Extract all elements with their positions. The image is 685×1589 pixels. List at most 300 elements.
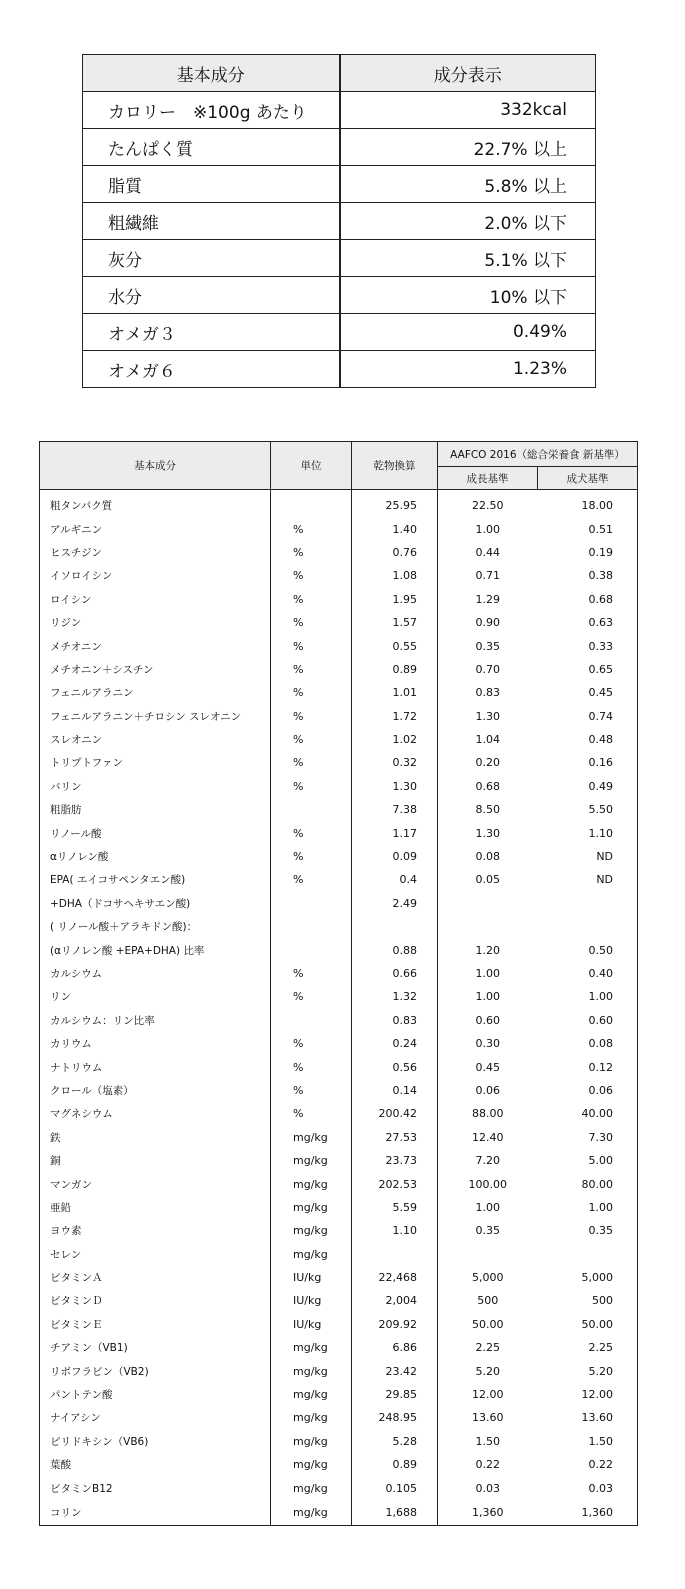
- nutrient-unit: mg/kg: [271, 1126, 352, 1149]
- nutrient-adult: 1.10: [538, 821, 638, 844]
- header-aafco: AAFCO 2016（総合栄養食 新基準）: [438, 442, 638, 467]
- nutrient-row: [40, 962, 638, 985]
- summary-value: 332kcal: [340, 92, 596, 129]
- nutrient-growth: 1.00: [438, 1196, 538, 1219]
- nutrient-row: [40, 611, 638, 634]
- nutrient-row: [40, 751, 638, 774]
- nutrient-dry-matter: 0.4: [352, 868, 438, 891]
- nutrient-dry-matter: 1.10: [352, 1219, 438, 1242]
- nutrient-adult: 0.12: [538, 1055, 638, 1078]
- nutrient-dry-matter: 1.95: [352, 588, 438, 611]
- nutrient-growth: [438, 915, 538, 938]
- nutrient-growth: 1.30: [438, 821, 538, 844]
- nutrient-unit: %: [271, 634, 352, 657]
- nutrient-growth: 12.00: [438, 1383, 538, 1406]
- summary-row: [83, 351, 596, 388]
- nutrient-dry-matter: 1.72: [352, 705, 438, 728]
- nutrient-name: 葉酸: [40, 1453, 271, 1476]
- nutrient-growth: 0.70: [438, 658, 538, 681]
- nutrient-name: メチオニン＋シスチン: [40, 658, 271, 681]
- summary-header-value: 成分表示: [340, 55, 596, 92]
- nutrient-adult: 0.74: [538, 705, 638, 728]
- nutrient-growth: 88.00: [438, 1102, 538, 1125]
- nutrient-dry-matter: 0.32: [352, 751, 438, 774]
- nutrient-unit: %: [271, 517, 352, 540]
- summary-component: 脂質: [83, 166, 340, 203]
- nutrient-dry-matter: 1.02: [352, 728, 438, 751]
- nutrient-unit: IU/kg: [271, 1266, 352, 1289]
- summary-row: [83, 129, 596, 166]
- nutrient-adult: 0.38: [538, 564, 638, 587]
- nutrient-adult: 1.00: [538, 1196, 638, 1219]
- nutrient-dry-matter: 200.42: [352, 1102, 438, 1125]
- nutrient-growth: 1.00: [438, 517, 538, 540]
- nutrient-growth: 50.00: [438, 1313, 538, 1336]
- nutrient-adult: 0.33: [538, 634, 638, 657]
- nutrient-unit: IU/kg: [271, 1289, 352, 1312]
- nutrient-unit: %: [271, 541, 352, 564]
- nutrient-unit: mg/kg: [271, 1196, 352, 1219]
- nutrient-adult: 13.60: [538, 1406, 638, 1429]
- nutrient-growth: 0.05: [438, 868, 538, 891]
- nutrient-unit: mg/kg: [271, 1243, 352, 1266]
- nutrient-unit: %: [271, 775, 352, 798]
- nutrient-row: [40, 1126, 638, 1149]
- nutrient-unit: mg/kg: [271, 1500, 352, 1526]
- summary-value: 5.8% 以上: [340, 166, 596, 203]
- nutrient-dry-matter: 7.38: [352, 798, 438, 821]
- nutrient-name: ヒスチジン: [40, 541, 271, 564]
- nutrient-dry-matter: [352, 915, 438, 938]
- nutrient-growth: 1.00: [438, 962, 538, 985]
- nutrient-dry-matter: 248.95: [352, 1406, 438, 1429]
- nutrient-growth: 0.30: [438, 1032, 538, 1055]
- nutrient-name: ナイアシン: [40, 1406, 271, 1429]
- nutrient-name: クロール（塩素）: [40, 1079, 271, 1102]
- summary-row: [83, 240, 596, 277]
- nutrient-unit: mg/kg: [271, 1336, 352, 1359]
- nutrient-growth: 500: [438, 1289, 538, 1312]
- nutrient-dry-matter: 27.53: [352, 1126, 438, 1149]
- nutrient-row: [40, 1079, 638, 1102]
- nutrient-adult: 0.63: [538, 611, 638, 634]
- nutrient-unit: %: [271, 564, 352, 587]
- nutrient-row: [40, 1243, 638, 1266]
- nutrient-name: リボフラビン（VB2): [40, 1359, 271, 1382]
- nutrient-dry-matter: 25.95: [352, 490, 438, 518]
- nutrient-row: [40, 775, 638, 798]
- nutrient-growth: 1.04: [438, 728, 538, 751]
- nutrient-unit: mg/kg: [271, 1149, 352, 1172]
- nutrient-adult: 0.35: [538, 1219, 638, 1242]
- nutrient-name: ピリドキシン（VB6): [40, 1430, 271, 1453]
- nutrient-dry-matter: 0.88: [352, 938, 438, 961]
- nutrient-dry-matter: 209.92: [352, 1313, 438, 1336]
- nutrient-unit: %: [271, 588, 352, 611]
- nutrient-dry-matter: 0.56: [352, 1055, 438, 1078]
- nutrient-dry-matter: 1.30: [352, 775, 438, 798]
- nutrient-unit: %: [271, 751, 352, 774]
- nutrient-adult: 5.20: [538, 1359, 638, 1382]
- nutrient-name: リノール酸: [40, 821, 271, 844]
- nutrient-name: (αリノレン酸 +EPA+DHA) 比率: [40, 938, 271, 961]
- nutrient-growth: 0.68: [438, 775, 538, 798]
- nutrient-growth: 2.25: [438, 1336, 538, 1359]
- nutrient-row: [40, 1149, 638, 1172]
- nutrient-growth: 0.20: [438, 751, 538, 774]
- nutrient-unit: mg/kg: [271, 1406, 352, 1429]
- nutrient-row: [40, 1453, 638, 1476]
- nutrient-dry-matter: 23.42: [352, 1359, 438, 1382]
- nutrient-row: [40, 1032, 638, 1055]
- nutrient-unit: %: [271, 985, 352, 1008]
- nutrient-name: ビタミンB12: [40, 1476, 271, 1499]
- nutrient-unit: %: [271, 845, 352, 868]
- nutrient-row: [40, 564, 638, 587]
- nutrient-dry-matter: 5.59: [352, 1196, 438, 1219]
- nutrient-row: [40, 1359, 638, 1382]
- nutrient-dry-matter: 1.32: [352, 985, 438, 1008]
- header-growth-standard: 成長基準: [438, 467, 538, 490]
- nutrient-name: 亜鉛: [40, 1196, 271, 1219]
- nutrient-dry-matter: 2,004: [352, 1289, 438, 1312]
- nutrient-unit: %: [271, 611, 352, 634]
- nutrient-growth: [438, 1243, 538, 1266]
- nutrient-name: メチオニン: [40, 634, 271, 657]
- summary-component: 水分: [83, 277, 340, 314]
- nutrient-adult: 12.00: [538, 1383, 638, 1406]
- nutrient-dry-matter: 1.08: [352, 564, 438, 587]
- nutrient-name: ビタミンＡ: [40, 1266, 271, 1289]
- nutrient-row: [40, 490, 638, 518]
- summary-component: オメガ３: [83, 314, 340, 351]
- nutrient-unit: [271, 1009, 352, 1032]
- nutrient-growth: 0.45: [438, 1055, 538, 1078]
- nutrient-unit: %: [271, 821, 352, 844]
- nutrient-row: [40, 658, 638, 681]
- nutrient-name: ロイシン: [40, 588, 271, 611]
- nutrient-unit: mg/kg: [271, 1359, 352, 1382]
- nutrient-growth: 0.44: [438, 541, 538, 564]
- nutrient-unit: %: [271, 1055, 352, 1078]
- nutrient-row: [40, 821, 638, 844]
- nutrient-row: [40, 845, 638, 868]
- nutrient-name: チアミン（VB1): [40, 1336, 271, 1359]
- nutrient-name: 銅: [40, 1149, 271, 1172]
- nutrient-unit: [271, 915, 352, 938]
- nutrient-growth: 0.35: [438, 634, 538, 657]
- nutrient-growth: 100.00: [438, 1172, 538, 1195]
- nutrient-name: マグネシウム: [40, 1102, 271, 1125]
- nutrient-name: トリプトファン: [40, 751, 271, 774]
- nutrient-name: ( リノール酸＋アラキドン酸)：: [40, 915, 271, 938]
- nutrient-adult: 1.00: [538, 985, 638, 1008]
- summary-header-component: 基本成分: [83, 55, 340, 92]
- nutrient-adult: 0.45: [538, 681, 638, 704]
- nutrient-name: ヨウ素: [40, 1219, 271, 1242]
- nutrient-dry-matter: 0.55: [352, 634, 438, 657]
- nutrient-unit: %: [271, 705, 352, 728]
- nutrient-growth: 1.30: [438, 705, 538, 728]
- nutrient-row: [40, 798, 638, 821]
- nutrient-row: [40, 1383, 638, 1406]
- nutrient-adult: 2.25: [538, 1336, 638, 1359]
- nutrient-unit: [271, 798, 352, 821]
- nutrient-name: フェニルアラニン: [40, 681, 271, 704]
- nutrient-growth: 0.90: [438, 611, 538, 634]
- nutrient-name: αリノレン酸: [40, 845, 271, 868]
- nutrient-dry-matter: 0.76: [352, 541, 438, 564]
- summary-component: たんぱく質: [83, 129, 340, 166]
- nutrient-name: 鉄: [40, 1126, 271, 1149]
- nutrient-name: リン: [40, 985, 271, 1008]
- nutrient-dry-matter: 0.14: [352, 1079, 438, 1102]
- nutrient-dry-matter: 1.01: [352, 681, 438, 704]
- nutrient-adult: 0.19: [538, 541, 638, 564]
- nutrient-adult: 0.06: [538, 1079, 638, 1102]
- nutrient-adult: 5.50: [538, 798, 638, 821]
- header-adult-standard: 成犬基準: [538, 467, 638, 490]
- nutrient-adult: 1.50: [538, 1430, 638, 1453]
- summary-value: 10% 以下: [340, 277, 596, 314]
- nutrient-name: リジン: [40, 611, 271, 634]
- summary-component: 粗繊維: [83, 203, 340, 240]
- nutrient-unit: %: [271, 1079, 352, 1102]
- nutrient-row: [40, 705, 638, 728]
- nutrient-dry-matter: 2.49: [352, 892, 438, 915]
- nutrient-growth: 1.29: [438, 588, 538, 611]
- nutrient-unit: %: [271, 1032, 352, 1055]
- nutrient-row: [40, 1313, 638, 1336]
- nutrient-unit: mg/kg: [271, 1219, 352, 1242]
- nutrient-unit: mg/kg: [271, 1476, 352, 1499]
- nutrient-adult: [538, 915, 638, 938]
- nutrient-growth: 0.83: [438, 681, 538, 704]
- nutrient-table: [39, 441, 638, 1526]
- nutrient-growth: 1.50: [438, 1430, 538, 1453]
- nutrient-unit: [271, 490, 352, 518]
- nutrient-growth: 0.03: [438, 1476, 538, 1499]
- nutrient-dry-matter: 1.40: [352, 517, 438, 540]
- nutrient-row: [40, 915, 638, 938]
- nutrient-growth: [438, 892, 538, 915]
- nutrient-adult: 0.48: [538, 728, 638, 751]
- nutrient-dry-matter: 22,468: [352, 1266, 438, 1289]
- nutrient-unit: %: [271, 681, 352, 704]
- nutrient-adult: 0.22: [538, 1453, 638, 1476]
- nutrient-growth: 0.71: [438, 564, 538, 587]
- nutrient-dry-matter: 1,688: [352, 1500, 438, 1526]
- nutrient-name: ビタミンＥ: [40, 1313, 271, 1336]
- nutrient-row: [40, 588, 638, 611]
- summary-value: 22.7% 以上: [340, 129, 596, 166]
- nutrient-row: [40, 1055, 638, 1078]
- summary-value: 2.0% 以下: [340, 203, 596, 240]
- nutrient-dry-matter: 29.85: [352, 1383, 438, 1406]
- nutrient-growth: 0.22: [438, 1453, 538, 1476]
- nutrient-row: [40, 1196, 638, 1219]
- summary-row: [83, 314, 596, 351]
- nutrient-row: [40, 517, 638, 540]
- summary-component: オメガ６: [83, 351, 340, 388]
- nutrient-adult: 0.40: [538, 962, 638, 985]
- nutrient-adult: 0.50: [538, 938, 638, 961]
- nutrient-adult: [538, 1243, 638, 1266]
- nutrient-unit: [271, 938, 352, 961]
- nutrient-adult: 18.00: [538, 490, 638, 518]
- nutrient-row: [40, 634, 638, 657]
- nutrient-name: セレン: [40, 1243, 271, 1266]
- nutrient-row: [40, 1500, 638, 1526]
- nutrient-unit: mg/kg: [271, 1453, 352, 1476]
- nutrient-name: +DHA（ドコサヘキサエン酸): [40, 892, 271, 915]
- nutrient-unit: [271, 892, 352, 915]
- nutrient-dry-matter: 0.89: [352, 658, 438, 681]
- nutrient-adult: 7.30: [538, 1126, 638, 1149]
- nutrient-row: [40, 681, 638, 704]
- nutrient-adult: 0.03: [538, 1476, 638, 1499]
- nutrient-adult: 5.00: [538, 1149, 638, 1172]
- nutrient-row: [40, 985, 638, 1008]
- nutrient-adult: 1,360: [538, 1500, 638, 1526]
- nutrient-row: [40, 1406, 638, 1429]
- nutrient-adult: 5,000: [538, 1266, 638, 1289]
- summary-row: [83, 277, 596, 314]
- nutrient-row: [40, 1172, 638, 1195]
- nutrient-name: カリウム: [40, 1032, 271, 1055]
- nutrient-adult: 0.08: [538, 1032, 638, 1055]
- nutrient-adult: [538, 892, 638, 915]
- nutrient-adult: ND: [538, 868, 638, 891]
- nutrient-name: 粗脂肪: [40, 798, 271, 821]
- summary-table: [82, 54, 596, 388]
- nutrient-row: [40, 938, 638, 961]
- nutrient-row: [40, 1009, 638, 1032]
- nutrient-growth: 0.60: [438, 1009, 538, 1032]
- nutrient-row: [40, 728, 638, 751]
- summary-component: カロリー ※100g あたり: [83, 92, 340, 129]
- nutrient-unit: %: [271, 658, 352, 681]
- nutrient-growth: 8.50: [438, 798, 538, 821]
- nutrient-growth: 1,360: [438, 1500, 538, 1526]
- nutrient-dry-matter: 0.09: [352, 845, 438, 868]
- nutrient-growth: 22.50: [438, 490, 538, 518]
- nutrient-dry-matter: 23.73: [352, 1149, 438, 1172]
- nutrient-unit: %: [271, 868, 352, 891]
- nutrient-row: [40, 1266, 638, 1289]
- nutrient-name: スレオニン: [40, 728, 271, 751]
- nutrient-dry-matter: 202.53: [352, 1172, 438, 1195]
- nutrient-name: ビタミンＤ: [40, 1289, 271, 1312]
- nutrient-name: フェニルアラニン＋チロシン スレオニン: [40, 705, 271, 728]
- nutrient-name: パントテン酸: [40, 1383, 271, 1406]
- nutrient-growth: 5,000: [438, 1266, 538, 1289]
- nutrient-dry-matter: 0.83: [352, 1009, 438, 1032]
- nutrient-unit: %: [271, 728, 352, 751]
- nutrient-adult: ND: [538, 845, 638, 868]
- nutrient-row: [40, 1219, 638, 1242]
- nutrient-row: [40, 1102, 638, 1125]
- nutrient-name: コリン: [40, 1500, 271, 1526]
- nutrient-adult: 40.00: [538, 1102, 638, 1125]
- nutrient-name: カルシウム: [40, 962, 271, 985]
- nutrient-adult: 0.65: [538, 658, 638, 681]
- nutrient-adult: 80.00: [538, 1172, 638, 1195]
- summary-row: [83, 203, 596, 240]
- nutrient-unit: mg/kg: [271, 1172, 352, 1195]
- nutrient-row: [40, 1336, 638, 1359]
- nutrient-unit: %: [271, 962, 352, 985]
- nutrient-row: [40, 868, 638, 891]
- nutrient-row: [40, 1289, 638, 1312]
- summary-header-row: [83, 55, 596, 92]
- nutrient-growth: 0.08: [438, 845, 538, 868]
- nutrient-dry-matter: 0.24: [352, 1032, 438, 1055]
- nutrient-dry-matter: 6.86: [352, 1336, 438, 1359]
- nutrient-name: 粗タンパク質: [40, 490, 271, 518]
- summary-value: 0.49%: [340, 314, 596, 351]
- nutrient-dry-matter: [352, 1243, 438, 1266]
- nutrient-name: マンガン: [40, 1172, 271, 1195]
- nutrient-name: バリン: [40, 775, 271, 798]
- nutrient-dry-matter: 0.66: [352, 962, 438, 985]
- nutrient-row: [40, 541, 638, 564]
- nutrient-dry-matter: 1.17: [352, 821, 438, 844]
- nutrient-growth: 1.00: [438, 985, 538, 1008]
- nutrient-unit: IU/kg: [271, 1313, 352, 1336]
- nutrient-dry-matter: 5.28: [352, 1430, 438, 1453]
- nutrient-dry-matter: 1.57: [352, 611, 438, 634]
- header-dry-matter: 乾物換算: [352, 442, 438, 490]
- nutrient-name: カルシウム：リン比率: [40, 1009, 271, 1032]
- nutrient-adult: 0.68: [538, 588, 638, 611]
- nutrient-growth: 1.20: [438, 938, 538, 961]
- nutrient-growth: 7.20: [438, 1149, 538, 1172]
- nutrient-adult: 500: [538, 1289, 638, 1312]
- nutrient-header-row: [40, 442, 638, 467]
- nutrient-unit: mg/kg: [271, 1383, 352, 1406]
- nutrient-adult: 50.00: [538, 1313, 638, 1336]
- nutrient-dry-matter: 0.105: [352, 1476, 438, 1499]
- nutrient-name: アルギニン: [40, 517, 271, 540]
- summary-row: [83, 166, 596, 203]
- summary-value: 1.23%: [340, 351, 596, 388]
- nutrient-adult: 0.16: [538, 751, 638, 774]
- summary-value: 5.1% 以下: [340, 240, 596, 277]
- nutrient-row: [40, 1430, 638, 1453]
- summary-component: 灰分: [83, 240, 340, 277]
- header-component: 基本成分: [40, 442, 271, 490]
- nutrient-growth: 13.60: [438, 1406, 538, 1429]
- nutrient-adult: 0.51: [538, 517, 638, 540]
- nutrient-name: EPA( エイコサペンタエン酸): [40, 868, 271, 891]
- nutrient-name: ナトリウム: [40, 1055, 271, 1078]
- nutrient-unit: %: [271, 1102, 352, 1125]
- nutrient-adult: 0.60: [538, 1009, 638, 1032]
- nutrient-growth: 0.06: [438, 1079, 538, 1102]
- nutrient-adult: 0.49: [538, 775, 638, 798]
- nutrient-growth: 12.40: [438, 1126, 538, 1149]
- nutrient-name: イソロイシン: [40, 564, 271, 587]
- summary-row: [83, 92, 596, 129]
- nutrient-unit: mg/kg: [271, 1430, 352, 1453]
- nutrient-growth: 0.35: [438, 1219, 538, 1242]
- nutrient-dry-matter: 0.89: [352, 1453, 438, 1476]
- nutrient-row: [40, 1476, 638, 1499]
- header-unit: 単位: [271, 442, 352, 490]
- nutrient-growth: 5.20: [438, 1359, 538, 1382]
- nutrient-row: [40, 892, 638, 915]
